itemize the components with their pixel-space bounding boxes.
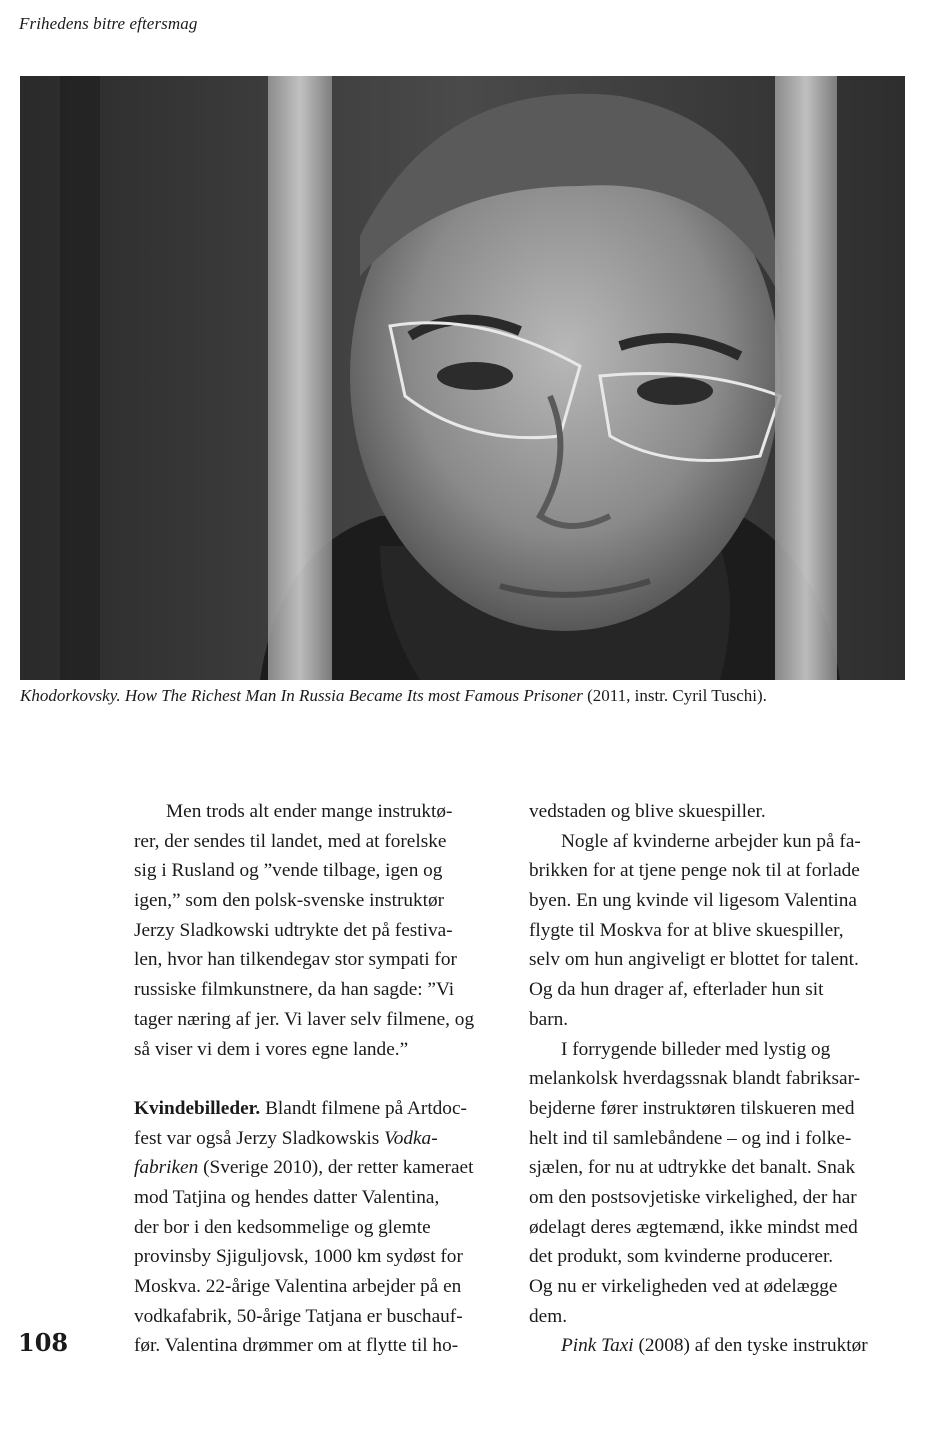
right-column [529, 797, 904, 1361]
text-line [134, 1124, 504, 1154]
running-header: Frihedens bitre eftersmag [19, 14, 198, 33]
text-line: igen,” som den polsk-svenske instruktør [134, 890, 445, 912]
text-line: der bor i den kedsommelige og glemte [134, 1216, 431, 1238]
text-line: byen. En ung kvinde vil ligesom Valentina [529, 890, 857, 912]
page-number: 108 [18, 1328, 69, 1357]
text-line: selv om hun angiveligt er blottet for talent. [529, 949, 859, 971]
text-fragment: (Sverige 2010), der retter kameraet [198, 1157, 474, 1179]
photo-caption [20, 686, 920, 706]
text-line: barn. [529, 1008, 569, 1030]
text-line: bejderne fører instruktøren tilskueren med [529, 1097, 855, 1119]
text-line: om den postsovjetiske virkelighed, der har [529, 1186, 857, 1208]
caption-film-title: How The Richest Man In Russia Became Its most Famous Prisoner [124, 686, 583, 705]
text-line: I forrygende billeder med lystig og [561, 1038, 831, 1060]
text-line: helt ind til samlebåndene – og ind i folke- [529, 1127, 852, 1149]
text-fragment: (2008) af den tyske instruktør [633, 1335, 868, 1357]
text-line [134, 1094, 504, 1124]
text-line [134, 1153, 504, 1183]
text-line: russiske filmkunstnere, da han sagde: ”Vi [134, 979, 455, 1001]
text-line: sjælen, for nu at udtrykke det banalt. Snak [529, 1157, 856, 1179]
text-line: rer, der sendes til landet, med at forelske [134, 830, 447, 852]
text-line: Nogle af kvinderne arbejder kun på fa- [561, 830, 861, 852]
portrait-photo [20, 76, 905, 680]
text-fragment: Blandt filmene på Artdoc- [260, 1097, 467, 1119]
text-line: tager næring af jer. Vi laver selv filmene, og [134, 1008, 475, 1030]
film-title: Vodka- [384, 1127, 438, 1149]
text-line: så viser vi dem i vores egne lande.” [134, 1038, 409, 1060]
text-line: vedstaden og blive skuespiller. [529, 801, 766, 822]
film-title: fabriken [134, 1157, 199, 1179]
text-line: provinsby Sjiguljovsk, 1000 km sydøst for [134, 1246, 463, 1268]
text-line: dem. [529, 1305, 568, 1327]
film-title: Pink Taxi [561, 1335, 634, 1357]
text-line: brikken for at tjene penge nok til at forlade [529, 860, 860, 882]
text-line: Men trods alt ender mange instruktø- [166, 801, 453, 822]
text-line [529, 1331, 904, 1361]
text-line: Og nu er virkeligheden ved at ødelægge [529, 1276, 838, 1297]
text-line: vodkafabrik, 50-årige Tatjana er buschauf- [134, 1305, 463, 1327]
text-fragment: fest var også Jerzy Sladkowskis [134, 1127, 385, 1149]
text-line: før. Valentina drømmer om at flytte til ho- [134, 1335, 459, 1357]
text-line: len, hvor han tilkendegav stor sympati for [134, 949, 457, 971]
text-line: sig i Rusland og ”vende tilbage, igen og [134, 860, 443, 882]
text-line: Moskva. 22-årige Valentina arbejder på en [134, 1276, 462, 1297]
section-heading: Kvindebilleder. [134, 1097, 261, 1119]
text-line: mod Tatjina og hendes datter Valentina, [134, 1186, 440, 1208]
caption-subject: Khodorkovsky. [20, 686, 121, 705]
text-line: Og da hun drager af, efterlader hun sit [529, 979, 824, 1001]
left-column [134, 797, 504, 1361]
caption-credit: (2011, instr. Cyril Tuschi). [587, 686, 767, 705]
text-line: Jerzy Sladkowski udtrykte det på festiva- [134, 919, 453, 941]
text-line: flygte til Moskva for at blive skuespiller, [529, 919, 844, 941]
text-line: melankolsk hverdagssnak blandt fabriksar- [529, 1068, 861, 1090]
text-line: ødelagt deres ægtemænd, ikke mindst med [529, 1216, 858, 1238]
paragraph-gap [134, 1064, 504, 1094]
text-line: det produkt, som kvinderne producerer. [529, 1246, 834, 1268]
portrait-photo-illustration [20, 76, 905, 680]
